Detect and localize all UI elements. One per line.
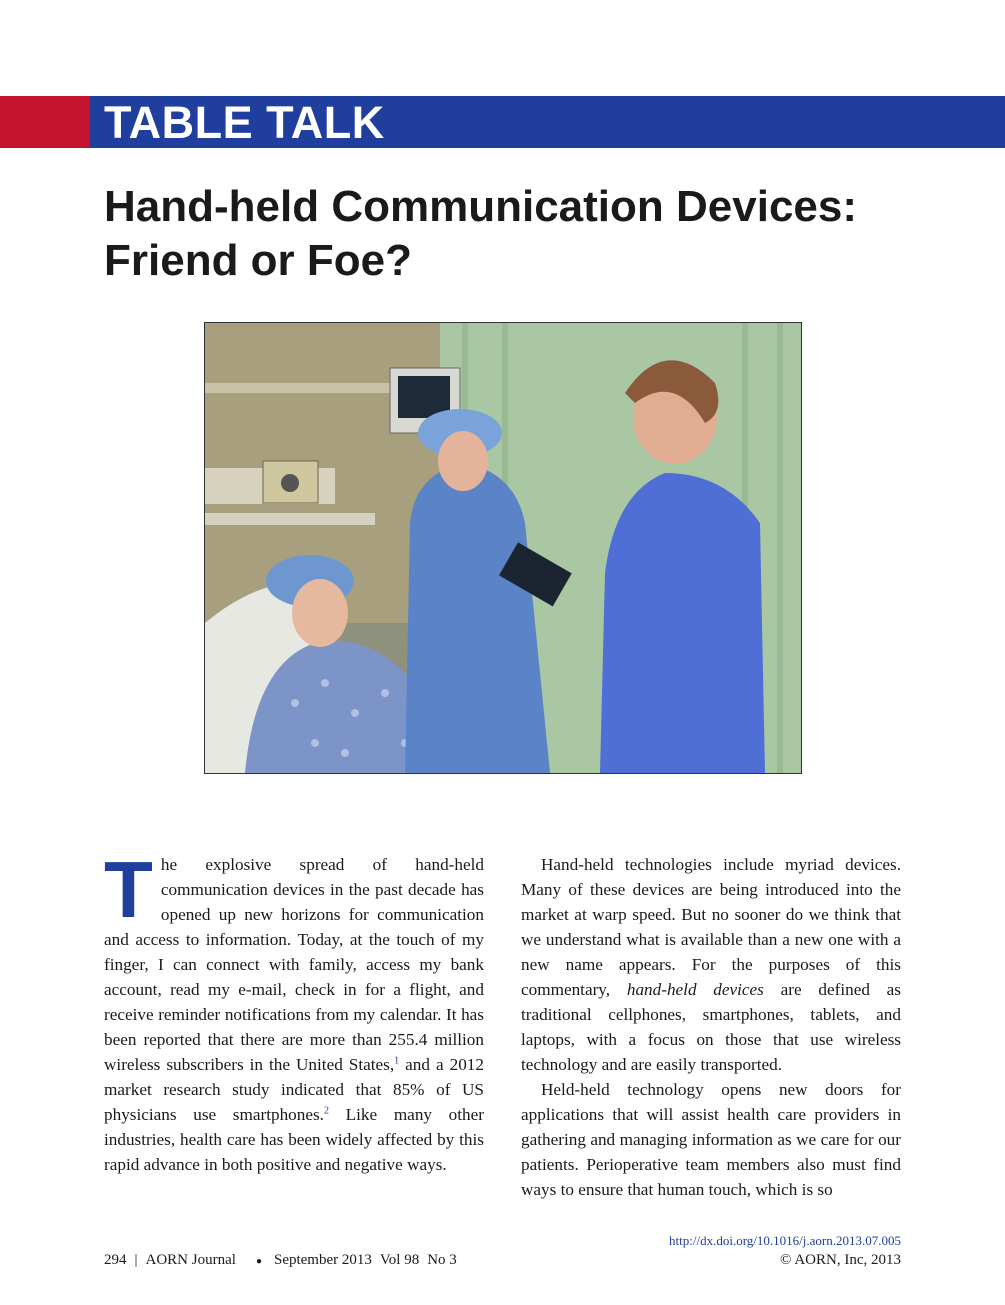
devices-term: hand-held devices <box>626 980 764 999</box>
reference-2[interactable]: 2 <box>323 1105 329 1117</box>
page-number: 294 <box>104 1252 127 1268</box>
volume: Vol 98 <box>379 1252 420 1268</box>
paragraph-devices <box>521 852 901 1077</box>
drop-cap: T <box>104 845 153 934</box>
intro-paragraph <box>104 845 484 1177</box>
intro-text-c: Like many other industries, health care has been widely affected by this rapid advance in both positive and negative ways. <box>104 1105 484 1174</box>
doi-link[interactable]: http://dx.doi.org/10.1016/j.aorn.2013.07.005 <box>669 1233 901 1248</box>
issue-number: No 3 <box>427 1252 457 1268</box>
devices-text-a: Hand-held technologies include myriad devices. Many of these devices are being introduced into the market at warp speed. But no sooner do we think that we understand what is available than a new one with a new name appears. For the purposes of this commentary, <box>521 855 901 999</box>
bullet-separator: ● <box>255 1256 262 1267</box>
photo-illustration <box>205 323 801 773</box>
reference-1[interactable]: 1 <box>394 1055 400 1067</box>
paragraph-applications: Held-held technology opens new doors for applications that will assist health care providers in gathering and managing information as we care for our patients. Perioperative team members also must find ways to ensure that human touch, which is so <box>521 1080 901 1199</box>
issue-date: September 2013 <box>273 1252 372 1268</box>
footer-separator: | <box>134 1252 138 1268</box>
devices-text-b: are defined as traditional cellphones, smartphones, tablets, and laptops, with a focus on those that use wireless technology and are easily transported. <box>521 980 901 1074</box>
intro-text-a: he explosive spread of hand-held communication devices in the past decade has opened up new horizons for communication and access to information. Today, at the touch of my finger, I can connect with family, access my bank account, read my e-mail, check in for a flight, and receive reminder notifications from my calendar. It has been reported that there are more than 255.4 million wireless subscribers in the United States, <box>104 855 484 1074</box>
article-photo <box>204 322 802 774</box>
article-title: Hand-held Communication Devices: Friend or Foe? <box>104 182 858 285</box>
intro-text-b: and a 2012 market research study indicated that 85% of US physicians use smartphones. <box>104 1055 484 1124</box>
section-label: TABLE TALK <box>104 97 385 148</box>
article-column-left <box>104 845 484 1177</box>
journal-name: AORN Journal <box>145 1252 236 1268</box>
banner-accent-red <box>0 96 90 148</box>
footer-citation <box>104 1252 465 1269</box>
article-column-right <box>521 852 901 1202</box>
copyright: © AORN, Inc, 2013 <box>780 1252 901 1268</box>
